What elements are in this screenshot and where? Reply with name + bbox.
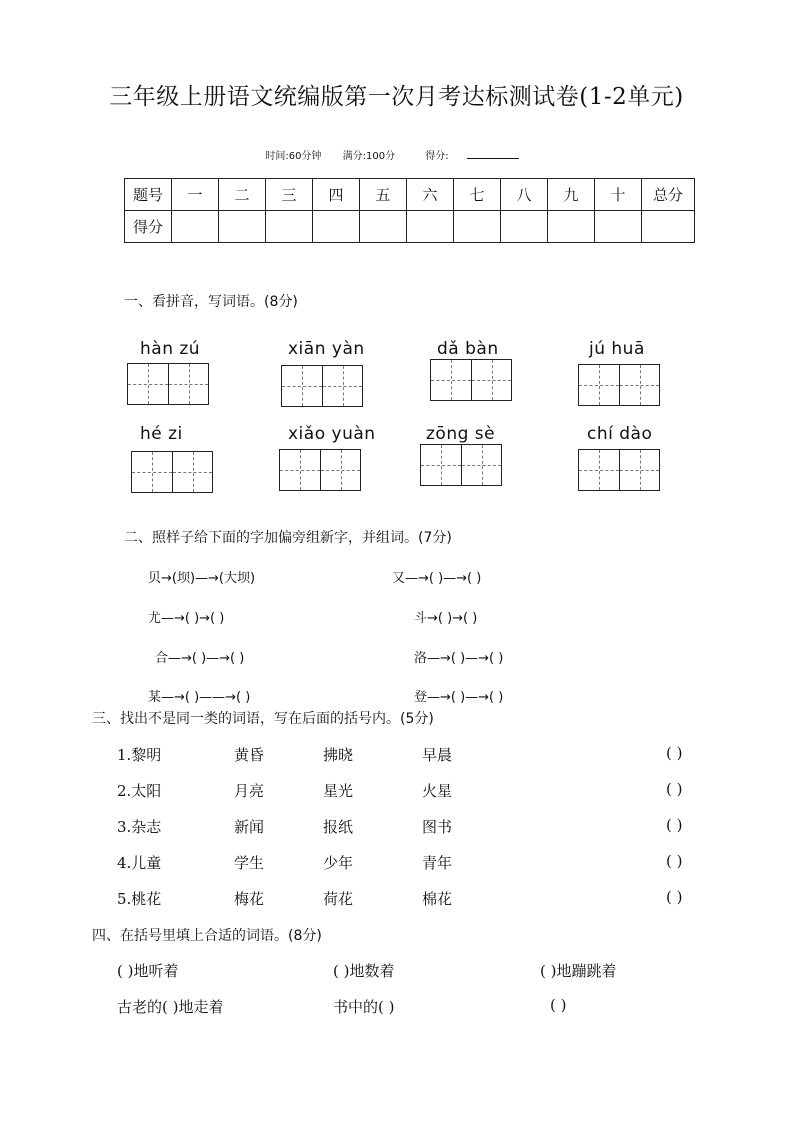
full-marks: 满分:100分 <box>342 151 396 162</box>
table-cell: 六 <box>407 179 454 211</box>
score-input-cell[interactable] <box>642 211 695 243</box>
radical-item[interactable]: 某—→( )——→( ) <box>148 690 251 705</box>
radical-item[interactable]: 斗→( )→( ) <box>414 611 478 626</box>
table-cell: 得分 <box>125 211 172 243</box>
fill-in-item[interactable]: ( )地蹦跳着 <box>540 962 617 980</box>
word-option: 少年 <box>323 854 354 872</box>
pinyin-label: hé zi <box>140 424 183 444</box>
score-label: 得分: <box>425 151 449 162</box>
word-option: 棉花 <box>422 890 453 908</box>
table-cell: 九 <box>548 179 595 211</box>
word-option: 星光 <box>323 782 354 800</box>
pinyin-label: chí dào <box>587 424 653 444</box>
word-option: 火星 <box>422 782 453 800</box>
radical-item[interactable]: 登—→( )—→( ) <box>414 690 504 705</box>
word-option: 拂晓 <box>323 746 354 764</box>
fill-in-item[interactable]: ( )地听着 <box>117 962 179 980</box>
word-option: 图书 <box>422 818 453 836</box>
writing-grid[interactable] <box>279 449 361 491</box>
word-option: 黄昏 <box>234 746 265 764</box>
score-table <box>124 178 695 243</box>
writing-grid[interactable] <box>430 359 512 401</box>
word-option: 学生 <box>234 854 265 872</box>
section-1-heading: 一、看拼音，写词语。(8分) <box>124 294 298 310</box>
word-option: 月亮 <box>234 782 265 800</box>
table-cell: 总分 <box>642 179 695 211</box>
word-option: 梅花 <box>234 890 265 908</box>
answer-bracket[interactable]: ( ) <box>666 744 683 762</box>
word-option: 5.桃花 <box>117 890 162 908</box>
table-cell: 题号 <box>125 179 172 211</box>
table-cell: 四 <box>313 179 360 211</box>
radical-item[interactable]: 又—→( )—→( ) <box>392 571 482 586</box>
table-cell: 八 <box>501 179 548 211</box>
word-option: 1.黎明 <box>117 746 162 764</box>
section-3-heading: 三、找出不是同一类的词语，写在后面的括号内。(5分) <box>92 711 434 727</box>
table-cell: 二 <box>219 179 266 211</box>
answer-bracket[interactable]: ( ) <box>666 888 683 906</box>
table-cell: 三 <box>266 179 313 211</box>
fill-in-item[interactable]: 书中的( ) <box>333 998 395 1016</box>
word-option: 荷花 <box>323 890 354 908</box>
answer-bracket[interactable]: ( ) <box>666 816 683 834</box>
exam-meta <box>0 147 793 162</box>
word-option: 4.儿童 <box>117 854 162 872</box>
pinyin-label: zōng sè <box>426 424 496 444</box>
word-option: 早晨 <box>422 746 453 764</box>
radical-item[interactable]: 合—→( )—→( ) <box>155 651 245 666</box>
word-option: 3.杂志 <box>117 818 162 836</box>
word-option: 2.太阳 <box>117 782 162 800</box>
pinyin-label: xiān yàn <box>288 339 365 359</box>
score-input-cell[interactable] <box>454 211 501 243</box>
time-limit: 时间:60分钟 <box>265 151 322 162</box>
writing-grid[interactable] <box>578 364 660 406</box>
pinyin-label: jú huā <box>589 339 645 359</box>
fill-in-item[interactable]: ( ) <box>550 996 567 1014</box>
writing-grid[interactable] <box>131 451 213 493</box>
table-cell: 五 <box>360 179 407 211</box>
score-input-cell[interactable] <box>172 211 219 243</box>
word-option: 报纸 <box>323 818 354 836</box>
section-2-heading: 二、照样子给下面的字加偏旁组新字，并组词。(7分) <box>124 530 452 546</box>
score-blank[interactable] <box>467 149 519 159</box>
table-cell: 七 <box>454 179 501 211</box>
pinyin-label: dǎ bàn <box>437 339 499 359</box>
word-option: 新闻 <box>234 818 265 836</box>
writing-grid[interactable] <box>420 444 502 486</box>
word-option: 青年 <box>422 854 453 872</box>
score-input-cell[interactable] <box>595 211 642 243</box>
answer-bracket[interactable]: ( ) <box>666 780 683 798</box>
fill-in-item[interactable]: ( )地数着 <box>333 962 395 980</box>
score-input-cell[interactable] <box>501 211 548 243</box>
table-cell: 十 <box>595 179 642 211</box>
score-table-header <box>125 179 695 211</box>
score-input-cell[interactable] <box>407 211 454 243</box>
pinyin-label: xiǎo yuàn <box>288 424 376 444</box>
page-title: 三年级上册语文统编版第一次月考达标测试卷(1-2单元) <box>109 84 684 110</box>
score-input-cell[interactable] <box>360 211 407 243</box>
radical-item: 贝→(坝)—→(大坝) <box>148 571 256 586</box>
score-input-cell[interactable] <box>313 211 360 243</box>
writing-grid[interactable] <box>127 363 209 405</box>
table-cell: 一 <box>172 179 219 211</box>
writing-grid[interactable] <box>281 365 363 407</box>
pinyin-label: hàn zú <box>140 339 201 359</box>
radical-item[interactable]: 尤—→( )→( ) <box>148 611 225 626</box>
score-input-cell[interactable] <box>266 211 313 243</box>
answer-bracket[interactable]: ( ) <box>666 852 683 870</box>
fill-in-item[interactable]: 古老的( )地走着 <box>117 998 224 1016</box>
writing-grid[interactable] <box>578 449 660 491</box>
radical-item[interactable]: 洛—→( )—→( ) <box>414 651 504 666</box>
score-table-row <box>125 211 695 243</box>
score-input-cell[interactable] <box>219 211 266 243</box>
score-input-cell[interactable] <box>548 211 595 243</box>
section-4-heading: 四、在括号里填上合适的词语。(8分) <box>92 928 322 944</box>
